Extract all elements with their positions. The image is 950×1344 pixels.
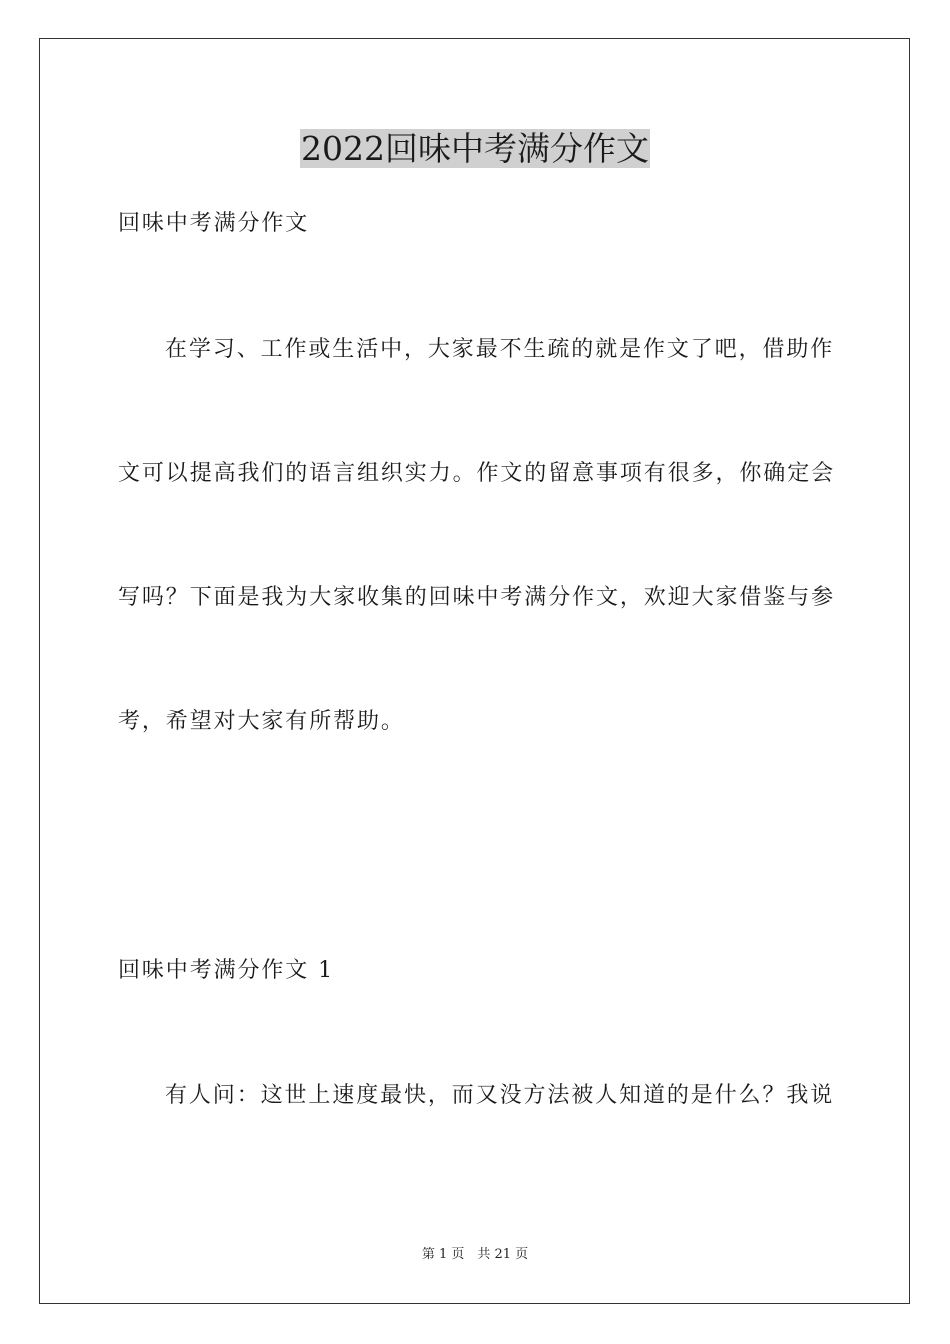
document-title	[0, 126, 950, 172]
document-subtitle: 回味中考满分作文	[118, 211, 310, 236]
section-first-line: 有人问：这世上速度最快，而又没方法被人知道的是什么？我说	[165, 1083, 835, 1108]
intro-line-4: 考，希望对大家有所帮助。	[118, 709, 405, 734]
intro-line-3: 写吗？下面是我为大家收集的回味中考满分作文，欢迎大家借鉴与参	[118, 585, 836, 610]
page-footer: 第 1 页 共 21 页	[421, 1247, 529, 1262]
intro-line-2: 文可以提高我们的语言组织实力。作文的留意事项有很多，你确定会	[118, 461, 836, 486]
section-heading: 回味中考满分作文 1	[118, 958, 334, 983]
document-title-text: 2022回味中考满分作文	[301, 129, 649, 168]
intro-line-1: 在学习、工作或生活中，大家最不生疏的就是作文了吧，借助作	[165, 337, 835, 362]
